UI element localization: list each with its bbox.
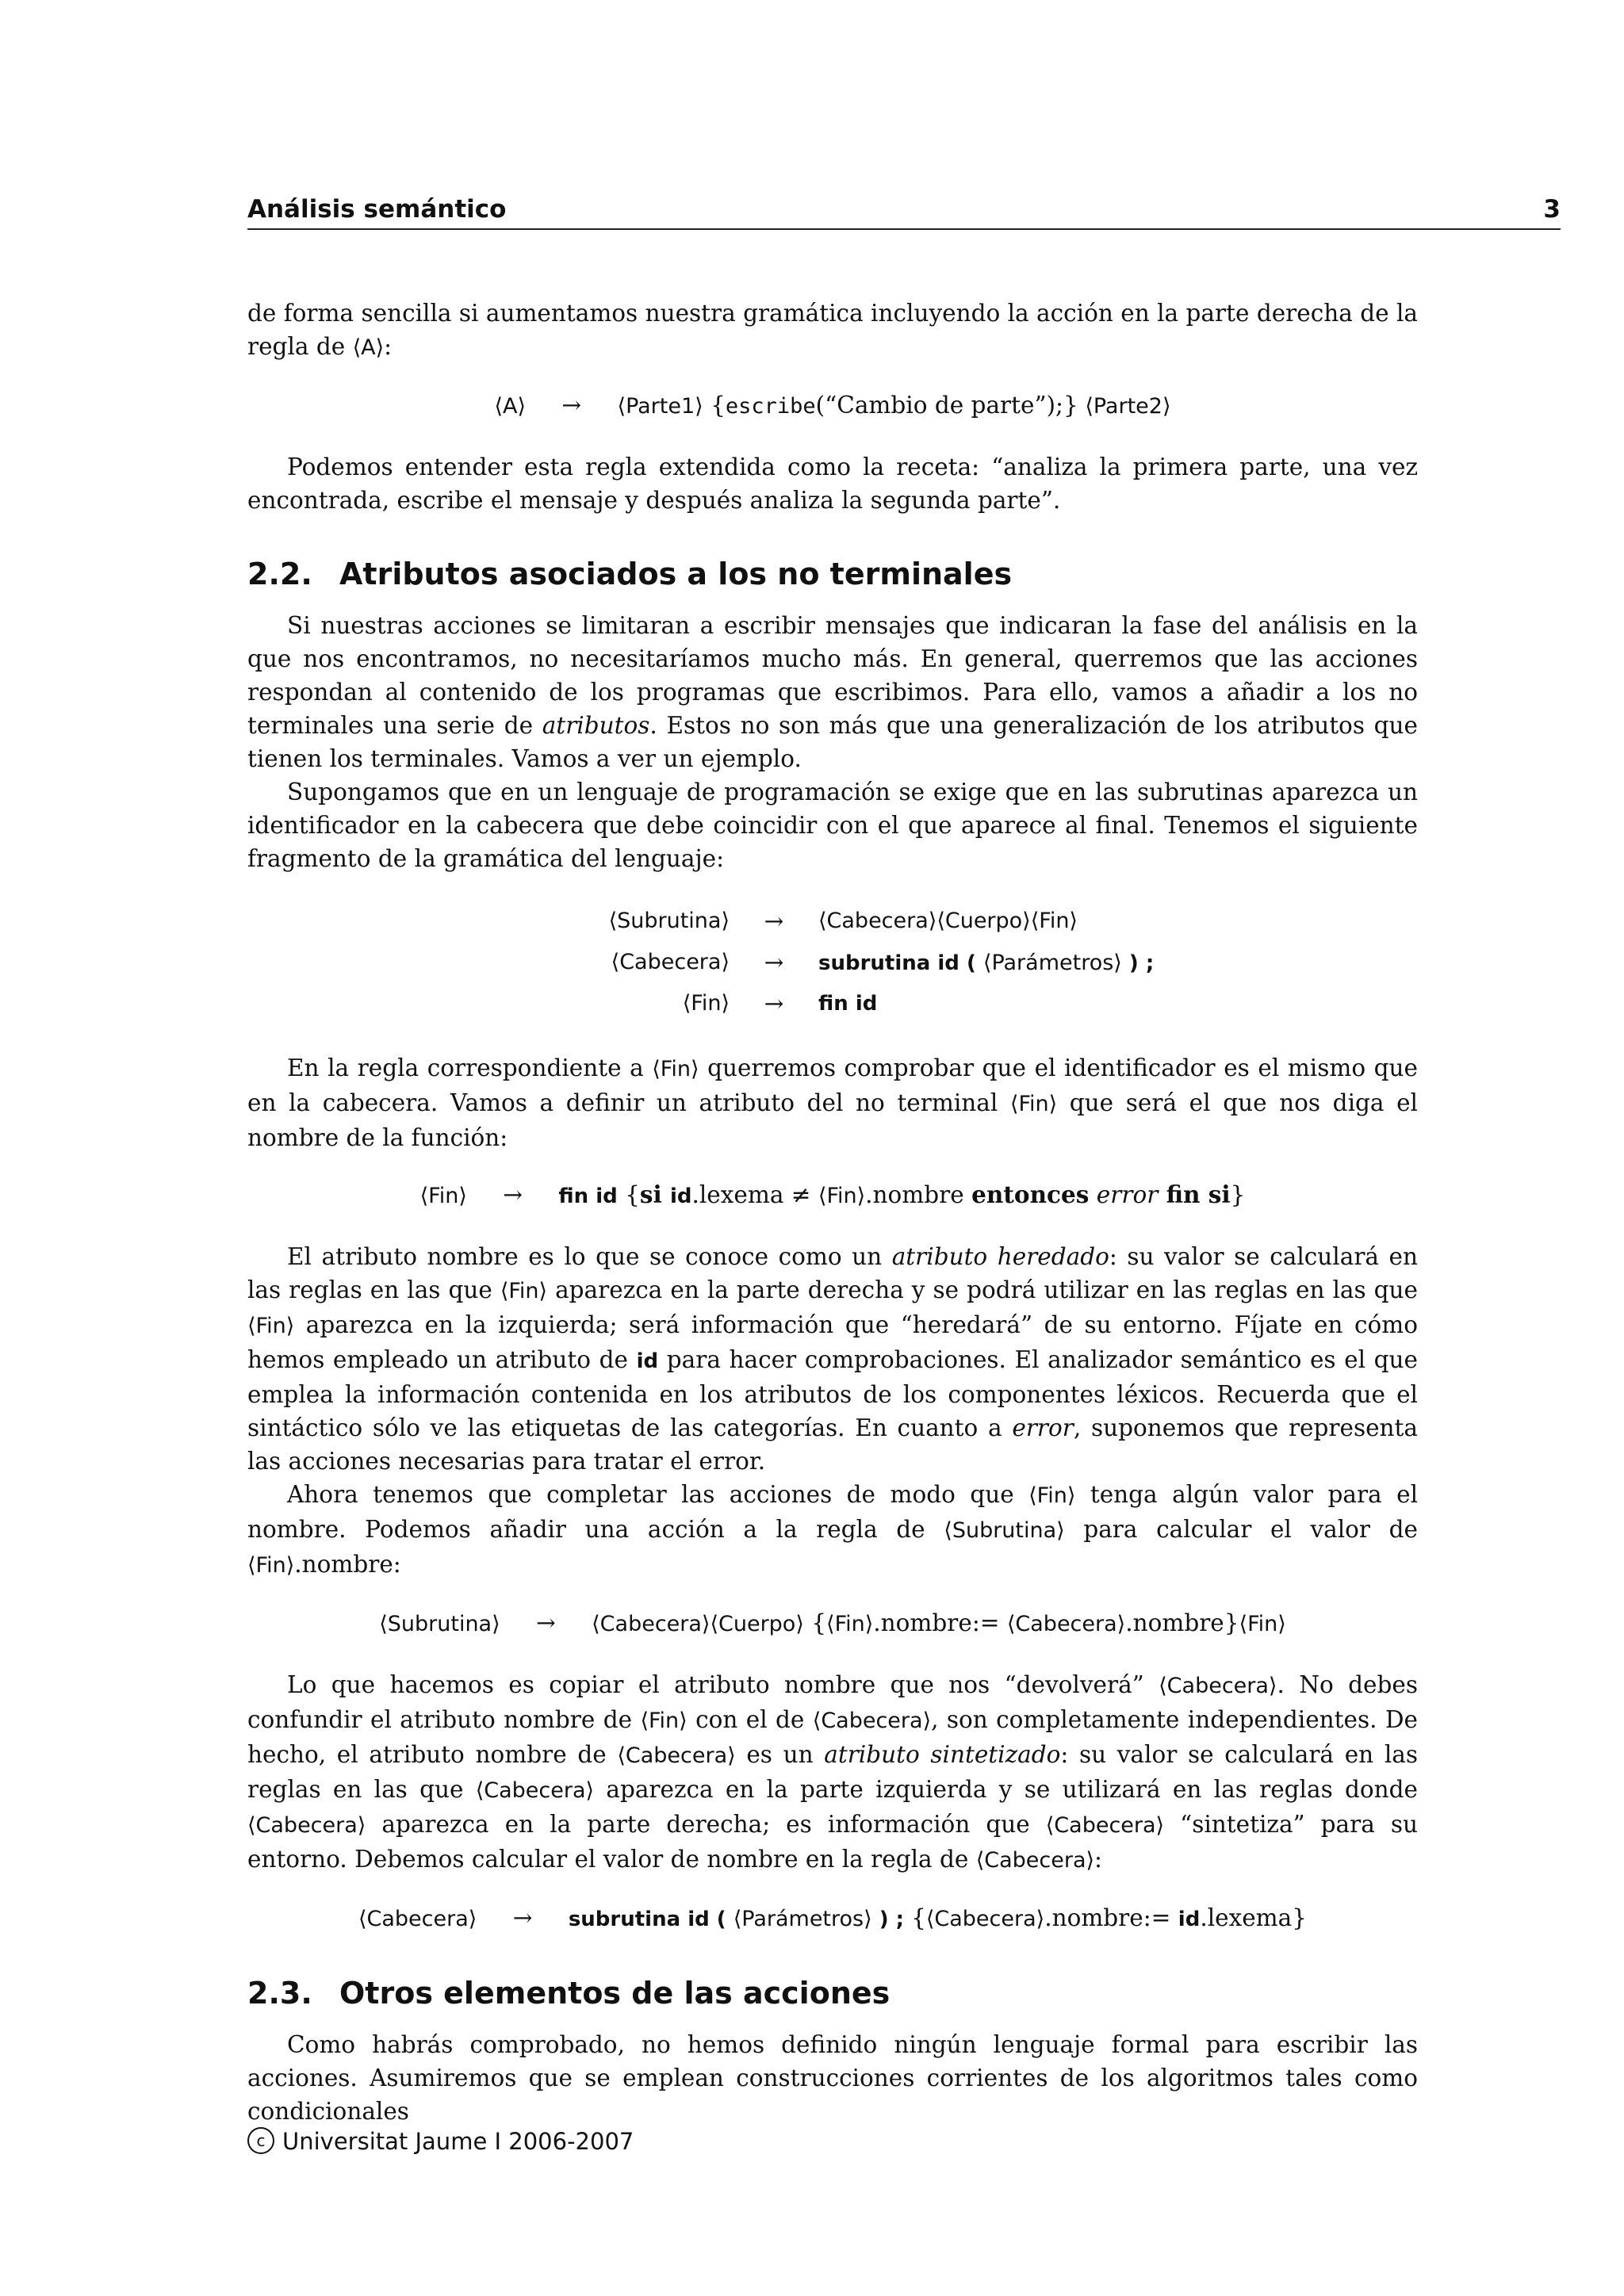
grammar-rule: [247, 983, 1418, 1024]
rule-rhs: fin id: [818, 992, 878, 1016]
equation-fin-check: [247, 1178, 1418, 1213]
arrow-symbol: →: [561, 392, 582, 419]
text: .nombre:=: [873, 1609, 1007, 1636]
terminal: ) ;: [871, 1908, 912, 1931]
nonterminal: ⟨Subrutina⟩: [944, 1518, 1065, 1543]
nonterminal: ⟨Fin⟩: [640, 1709, 688, 1733]
grammar-rule: [247, 901, 1418, 942]
text: de forma sencilla si aumentamos nuestra gramática incluyendo la acción en la parte derecha de la: [247, 300, 1418, 327]
nonterminal: ⟨Cabecera⟩: [812, 1709, 932, 1733]
terminal: (: [959, 951, 983, 975]
eq-lhs: ⟨Subrutina⟩: [379, 1612, 500, 1636]
nonterminal: ⟨Cabecera⟩: [975, 1848, 1095, 1873]
copyright-icon: c: [247, 2127, 274, 2154]
equation-subrutina: [247, 1606, 1418, 1641]
text: aparezca en la izquierda; será información que “heredará” de su entorno. Fíjate en cómo hemos empleado un atributo de: [247, 1311, 1418, 1373]
nonterminal: ⟨Fin⟩: [1028, 1483, 1076, 1508]
paragraph-inherited: [247, 1240, 1418, 1478]
equation-rule-a: [247, 388, 1418, 423]
nonterminal: ⟨Parte1⟩: [617, 394, 703, 419]
brace: {: [803, 1609, 827, 1636]
nonterminal: ⟨Cabecera⟩: [617, 1743, 736, 1768]
text: es un: [735, 1741, 825, 1768]
page-body: [247, 297, 1418, 2128]
text: : su valor se calculará en las reglas en las que: [247, 1741, 1418, 1803]
brace: }: [1230, 1181, 1246, 1208]
action-argument: (“Cambio de parte”);}: [815, 392, 1078, 419]
emphasis: error: [1012, 1414, 1074, 1441]
text: .nombre:: [294, 1551, 401, 1578]
rule-lhs: ⟨Subrutina⟩: [608, 909, 730, 933]
grammar-rule: [247, 942, 1418, 983]
text: . Estos no son más que una generalización de los atributos que tienen los terminales. Vamos a ver un ejemplo.: [247, 712, 1418, 772]
nonterminal: ⟨Cabecera⟩: [925, 1907, 1045, 1931]
paragraph-synthesized: [247, 1668, 1418, 1877]
rule-lhs: ⟨Fin⟩: [682, 991, 730, 1016]
arrow-symbol: →: [536, 1609, 556, 1636]
grammar-fragment: [247, 901, 1418, 1024]
equation-cabecera: [247, 1901, 1418, 1936]
text: : su valor se calculará en las reglas en las que: [247, 1243, 1418, 1303]
nonterminal: ⟨Fin⟩: [652, 1057, 699, 1081]
text: Si nuestras acciones se limitaran a escribir mensajes que indicaran la fase del análisis en la que nos encontramos, no necesitaríamos mucho más. En general, querremos que las acciones respondan al contenido de los programas que escribimos. Para ello, vamos a añadir a los no terminales una serie de: [247, 612, 1418, 739]
running-header: [247, 195, 1561, 230]
header-title: Análisis semántico: [247, 195, 507, 224]
rule-rhs: ⟨Cabecera⟩⟨Cuerpo⟩⟨Fin⟩: [818, 909, 1078, 933]
section-number: 2.2.: [247, 557, 312, 591]
nonterminal: ⟨Fin⟩: [826, 1612, 874, 1636]
text: aparezca en la parte derecha y se podrá utilizar en las reglas en las que: [547, 1276, 1418, 1303]
arrow-symbol: →: [764, 949, 784, 976]
eq-lhs: ⟨Cabecera⟩: [358, 1907, 477, 1931]
page-footer: [247, 2128, 634, 2156]
emphasis: atributos: [542, 712, 650, 739]
keyword: entonces: [971, 1181, 1090, 1208]
eq-lhs: ⟨Fin⟩: [419, 1184, 467, 1208]
text: “sintetiza” para su entorno. Debemos calcular el valor de nombre en la regla de: [247, 1811, 1418, 1873]
section-title: Otros elementos de las acciones: [339, 1976, 891, 2011]
brace: {: [911, 1904, 926, 1931]
text: , son completamente independientes. De hecho, el atributo nombre de: [247, 1706, 1418, 1768]
section-title: Atributos asociados a los no terminales: [339, 557, 1013, 591]
action-function: escribe: [725, 394, 816, 419]
text: que será el que nos diga el nombre de la función:: [247, 1089, 1418, 1151]
emphasis: atributo sintetizado: [824, 1741, 1061, 1768]
text: para hacer comprobaciones. El analizador semántico es el que emplea la información contenida en los atributos de los componentes léxicos. Recuerda que el sintáctico sólo ve las etiquetas de las categorías. En cuanto a: [247, 1346, 1418, 1441]
nonterminal: ⟨Cabecera⟩: [247, 1813, 366, 1838]
paragraph-complete-actions: [247, 1478, 1418, 1582]
eq-lhs: ⟨A⟩: [494, 394, 527, 419]
text: Ahora tenemos que completar las acciones de modo que: [287, 1481, 1029, 1508]
paragraph-intro: [247, 297, 1418, 365]
emphasis: atributo heredado: [891, 1243, 1109, 1270]
page-number: 3: [1543, 195, 1561, 224]
nonterminal: ⟨Cabecera⟩⟨Cuerpo⟩: [592, 1612, 804, 1636]
terminal: id: [1178, 1908, 1201, 1931]
paragraph-subroutines: Supongamos que en un lenguaje de programación se exige que en las subrutinas aparezca un identificador en la cabecera que debe coincidir con el que aparece al final. Tenemos el siguiente fragmento de la gramática del lenguaje:: [247, 779, 1418, 872]
nonterminal: ⟨Fin⟩: [500, 1279, 548, 1303]
text: El atributo nombre es lo que se conoce como un: [287, 1243, 892, 1270]
terminal: subrutina id: [568, 1908, 710, 1931]
text: .lexema}: [1200, 1904, 1308, 1931]
nonterminal: ⟨Cabecera⟩: [1159, 1674, 1277, 1698]
nonterminal: ⟨A⟩: [352, 335, 385, 360]
nonterminal: ⟨Cabecera⟩: [475, 1778, 595, 1803]
section-heading-2-2: [247, 555, 1418, 593]
text: :: [384, 333, 393, 360]
nonterminal: ⟨Parámetros⟩: [982, 951, 1122, 975]
paragraph-recipe: Podemos entender esta regla extendida como la receta: “analiza la primera parte, una vez encontrada, escribe el mensaje y después analiza la segunda parte”.: [247, 453, 1418, 514]
section-number: 2.3.: [247, 1976, 312, 2011]
keyword: fin si: [1158, 1181, 1231, 1208]
nonterminal: ⟨Cabecera⟩: [1006, 1612, 1126, 1636]
rule-lhs: ⟨Cabecera⟩: [611, 950, 730, 974]
nonterminal: ⟨Cabecera⟩: [1045, 1813, 1165, 1838]
terminal: (: [709, 1908, 733, 1931]
text: . No debes confundir el atributo nombre de: [247, 1671, 1418, 1733]
text: , suponemos que representa las acciones necesarias para tratar el error.: [247, 1414, 1418, 1475]
text: :: [1094, 1846, 1102, 1873]
terminal: ) ;: [1121, 951, 1155, 975]
terminal: id: [636, 1349, 659, 1373]
nonterminal: ⟨Fin⟩: [247, 1553, 295, 1578]
paragraph-attributes: [247, 609, 1418, 775]
text: .lexema ≠: [691, 1181, 818, 1208]
footer-text: Universitat Jaume I 2006-2007: [282, 2128, 634, 2155]
text: [1089, 1181, 1096, 1208]
nonterminal: ⟨Fin⟩: [247, 1314, 295, 1338]
text: .nombre:=: [1044, 1904, 1178, 1931]
text: aparezca en la parte izquierda y se utilizará en las reglas donde: [594, 1776, 1418, 1803]
text: tenga algún valor para el nombre. Podemos añadir una acción a la regla de: [247, 1481, 1418, 1543]
text: querremos comprobar que el identificador es el mismo que en la cabecera. Vamos a definir un atributo del no terminal: [247, 1054, 1419, 1116]
text: regla de: [247, 333, 353, 360]
text: con el de: [687, 1706, 813, 1733]
text: .nombre: [865, 1181, 972, 1208]
keyword: si: [639, 1181, 670, 1208]
text: En la regla correspondiente a: [287, 1054, 653, 1081]
nonterminal: ⟨Parte2⟩: [1078, 394, 1171, 419]
brace: {: [617, 1181, 640, 1208]
arrow-symbol: →: [503, 1181, 523, 1208]
text: para calcular el valor de: [1064, 1516, 1418, 1543]
section-heading-2-3: [247, 1974, 1418, 2012]
arrow-symbol: →: [764, 908, 784, 935]
arrow-symbol: →: [764, 990, 784, 1017]
nonterminal: ⟨Fin⟩: [1239, 1612, 1286, 1636]
text: .nombre}: [1125, 1609, 1239, 1636]
brace: {: [703, 392, 726, 419]
arrow-symbol: →: [512, 1904, 533, 1931]
paragraph-other-elements: Como habrás comprobado, no hemos definido ningún lenguaje formal para escribir las acciones. Asumiremos que se emplean construcciones corrientes de los algoritmos tales como condicionales: [247, 2031, 1418, 2125]
text: aparezca en la parte derecha; es información que: [366, 1811, 1046, 1838]
terminal: fin id: [558, 1184, 618, 1208]
emphasis: error: [1096, 1181, 1159, 1208]
paragraph-fin-rule: [247, 1051, 1418, 1154]
nonterminal: ⟨Fin⟩: [818, 1184, 866, 1208]
text: Lo que hacemos es copiar el atributo nombre que nos “devolverá”: [287, 1671, 1159, 1698]
terminal: subrutina id: [818, 951, 959, 975]
nonterminal: ⟨Parámetros⟩: [733, 1907, 872, 1931]
nonterminal: ⟨Fin⟩: [1009, 1092, 1058, 1116]
rule-rhs: [818, 945, 1418, 980]
terminal: id: [669, 1184, 692, 1208]
